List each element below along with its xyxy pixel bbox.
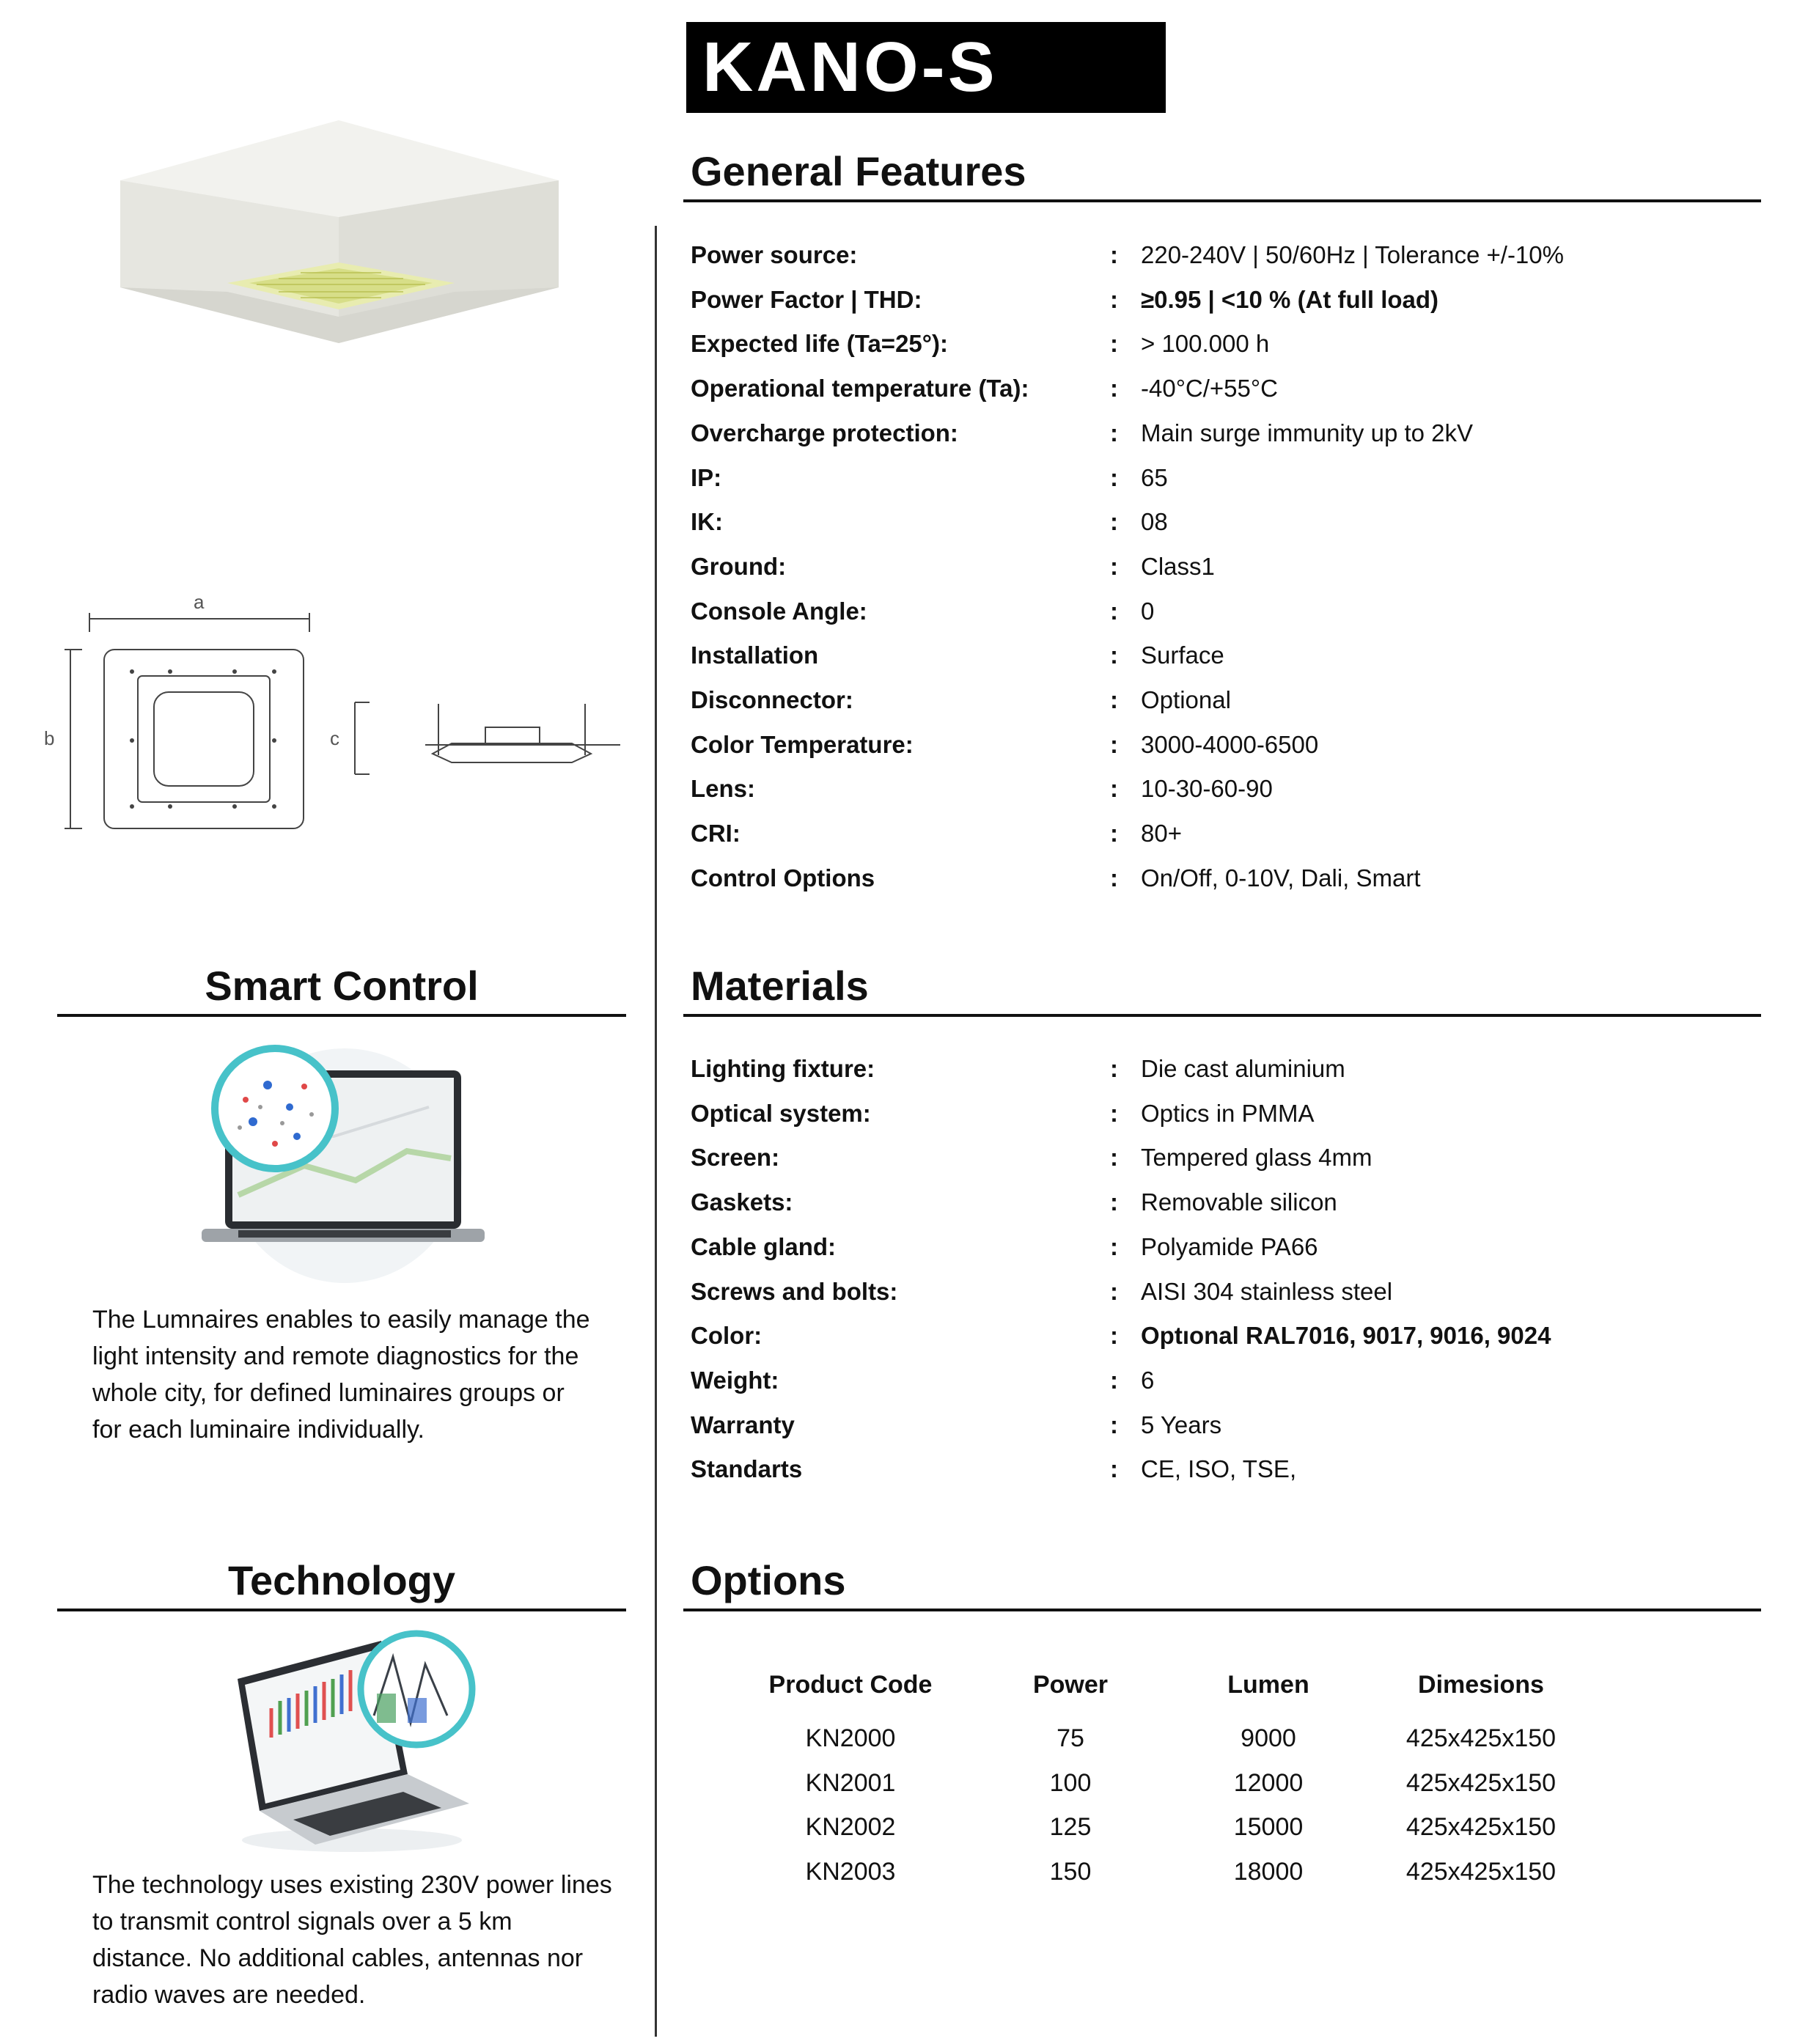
product-photo xyxy=(110,117,572,352)
options-cell-dimensions: 425x425x150 xyxy=(1405,1858,1557,1886)
options-heading: Options xyxy=(691,1557,846,1603)
general-feature-label: Expected life (Ta=25°): xyxy=(691,330,948,358)
general-feature-row xyxy=(691,812,1776,856)
options-cell-product-code: KN2001 xyxy=(805,1768,896,1797)
technology-heading: Technology xyxy=(227,1557,456,1603)
smart-control-laptop-illustration xyxy=(187,1041,495,1283)
material-colon: : xyxy=(1110,1277,1118,1305)
general-feature-value: > 100.000 h xyxy=(1141,330,1270,358)
general-feature-label: Disconnector: xyxy=(691,686,853,713)
material-value: 6 xyxy=(1141,1366,1155,1394)
options-col-product-code: Product Code xyxy=(768,1671,933,1699)
material-row xyxy=(691,1270,1776,1314)
general-feature-value: Main surge immunity up to 2kV xyxy=(1141,419,1474,446)
smart-control-line: for each luminaire individually. xyxy=(92,1416,425,1444)
general-feature-row xyxy=(691,545,1776,589)
material-colon: : xyxy=(1110,1232,1118,1260)
options-cell-power: 150 xyxy=(1049,1858,1092,1886)
options-cell-dimensions: 425x425x150 xyxy=(1405,1813,1557,1842)
general-feature-colon: : xyxy=(1110,864,1118,892)
general-feature-value: -40°C/+55°C xyxy=(1141,375,1278,402)
options-col-lumen: Lumen xyxy=(1227,1671,1309,1699)
general-feature-colon: : xyxy=(1110,375,1118,402)
material-value: Die cast aluminium xyxy=(1141,1055,1345,1082)
general-feature-label: Color Temperature: xyxy=(691,730,914,758)
general-feature-colon: : xyxy=(1110,552,1118,580)
general-feature-colon: : xyxy=(1110,775,1118,803)
material-row xyxy=(691,1447,1776,1491)
general-feature-colon: : xyxy=(1110,285,1118,313)
material-colon: : xyxy=(1110,1055,1118,1082)
general-feature-label: Overcharge protection: xyxy=(691,419,958,446)
material-label: Lighting fixture: xyxy=(691,1055,875,1082)
general-feature-row xyxy=(691,767,1776,811)
material-value: AISI 304 stainless steel xyxy=(1141,1277,1393,1305)
technology-line: to transmit control signals over a 5 km xyxy=(92,1908,512,1935)
general-feature-label: Operational temperature (Ta): xyxy=(691,375,1029,402)
material-value: Tempered glass 4mm xyxy=(1141,1144,1372,1172)
options-cell-product-code: KN2003 xyxy=(805,1858,896,1886)
general-feature-row xyxy=(691,322,1776,366)
material-row xyxy=(691,1092,1776,1136)
material-row xyxy=(691,1403,1776,1447)
options-cell-dimensions: 425x425x150 xyxy=(1405,1724,1557,1752)
options-cell-product-code: KN2000 xyxy=(805,1724,896,1752)
material-colon: : xyxy=(1110,1455,1118,1483)
general-feature-value: Surface xyxy=(1141,641,1224,669)
technology-laptop-illustration xyxy=(227,1628,491,1862)
column-divider xyxy=(655,226,657,2037)
general-feature-row xyxy=(691,367,1776,411)
dimension-label-c: c xyxy=(330,727,339,749)
material-label: Cable gland: xyxy=(691,1232,837,1260)
technology-description xyxy=(92,1867,635,2013)
material-colon: : xyxy=(1110,1188,1118,1216)
smart-control-line: light intensity and remote diagnostics for the xyxy=(92,1342,579,1370)
smart-control-description xyxy=(92,1301,635,1448)
material-label: Gaskets: xyxy=(691,1188,793,1216)
smart-control-line: whole city, for defined luminaires groups or xyxy=(92,1379,565,1407)
general-feature-label: IK: xyxy=(691,508,723,536)
material-label: Screws and bolts: xyxy=(691,1277,898,1305)
dimension-label-a: a xyxy=(194,591,205,613)
general-features-heading: General Features xyxy=(691,148,1026,194)
options-cell-power: 100 xyxy=(1049,1768,1092,1797)
options-col-power: Power xyxy=(1032,1671,1109,1699)
general-feature-row xyxy=(691,278,1776,322)
dimension-drawing xyxy=(37,587,638,850)
options-cell-lumen: 15000 xyxy=(1233,1813,1304,1842)
general-feature-colon: : xyxy=(1110,508,1118,536)
general-feature-label: CRI: xyxy=(691,820,741,848)
general-feature-label: Ground: xyxy=(691,552,787,580)
general-feature-value: 65 xyxy=(1141,463,1168,491)
options-cell-power: 75 xyxy=(1057,1724,1084,1752)
general-feature-label: Power Factor | THD: xyxy=(691,285,922,313)
material-label: Warranty xyxy=(691,1411,795,1438)
materials-heading: Materials xyxy=(691,963,869,1009)
material-label: Color: xyxy=(691,1322,762,1350)
general-feature-value: 220-240V | 50/60Hz | Tolerance +/-10% xyxy=(1141,241,1564,268)
general-feature-row xyxy=(691,456,1776,500)
general-feature-colon: : xyxy=(1110,641,1118,669)
general-feature-value: Class1 xyxy=(1141,552,1215,580)
material-colon: : xyxy=(1110,1144,1118,1172)
material-row xyxy=(691,1359,1776,1403)
materials-rule xyxy=(683,1014,1761,1017)
smart-control-line: The Lumnaires enables to easily manage the xyxy=(92,1306,590,1334)
material-colon: : xyxy=(1110,1366,1118,1394)
dimension-label-b: b xyxy=(44,727,55,749)
material-value: Optıonal RAL7016, 9017, 9016, 9024 xyxy=(1141,1322,1551,1350)
general-feature-colon: : xyxy=(1110,597,1118,625)
options-cell-product-code: KN2002 xyxy=(805,1813,896,1842)
material-row xyxy=(691,1136,1776,1180)
technology-line: The technology uses existing 230V power lines xyxy=(92,1871,612,1899)
material-colon: : xyxy=(1110,1411,1118,1438)
options-cell-lumen: 9000 xyxy=(1241,1724,1296,1752)
technology-line: distance. No additional cables, antennas nor xyxy=(92,1944,584,1972)
general-feature-value: 80+ xyxy=(1141,820,1182,848)
product-title: KANO-S xyxy=(702,28,998,106)
technology-line: radio waves are needed. xyxy=(92,1981,366,2009)
material-value: Optics in PMMA xyxy=(1141,1099,1315,1127)
general-feature-value: On/Off, 0-10V, Dali, Smart xyxy=(1141,864,1421,892)
general-feature-colon: : xyxy=(1110,820,1118,848)
general-feature-row xyxy=(691,589,1776,633)
technology-rule xyxy=(57,1609,626,1611)
general-feature-colon: : xyxy=(1110,463,1118,491)
general-feature-label: Installation xyxy=(691,641,819,669)
general-feature-colon: : xyxy=(1110,419,1118,446)
material-value: Polyamide PA66 xyxy=(1141,1232,1318,1260)
general-feature-colon: : xyxy=(1110,686,1118,713)
general-features-rule xyxy=(683,199,1761,202)
general-feature-value: 0 xyxy=(1141,597,1155,625)
general-feature-row xyxy=(691,411,1776,455)
general-feature-row xyxy=(691,856,1776,900)
material-label: Weight: xyxy=(691,1366,779,1394)
general-feature-label: Control Options xyxy=(691,864,875,892)
smart-control-rule xyxy=(57,1014,626,1017)
material-value: 5 Years xyxy=(1141,1411,1222,1438)
general-feature-label: IP: xyxy=(691,463,722,491)
product-title-box xyxy=(686,22,1166,113)
options-cell-lumen: 12000 xyxy=(1233,1768,1304,1797)
general-feature-label: Lens: xyxy=(691,775,756,803)
material-colon: : xyxy=(1110,1099,1118,1127)
general-feature-value: ≥0.95 | <10 % (At full load) xyxy=(1141,285,1439,313)
options-col-dimensions: Dimesions xyxy=(1418,1671,1544,1699)
material-label: Standarts xyxy=(691,1455,803,1483)
material-row xyxy=(691,1180,1776,1224)
general-feature-row xyxy=(691,723,1776,767)
general-feature-value: Optional xyxy=(1141,686,1231,713)
general-feature-value: 10-30-60-90 xyxy=(1141,775,1273,803)
general-feature-value: 08 xyxy=(1141,508,1168,536)
general-feature-row xyxy=(691,500,1776,544)
general-feature-colon: : xyxy=(1110,330,1118,358)
general-feature-label: Power source: xyxy=(691,241,858,268)
options-rule xyxy=(683,1609,1761,1611)
smart-control-heading: Smart Control xyxy=(205,963,479,1009)
general-feature-value: 3000-4000-6500 xyxy=(1141,730,1319,758)
general-feature-row xyxy=(691,678,1776,722)
material-label: Screen: xyxy=(691,1144,780,1172)
material-value: CE, ISO, TSE, xyxy=(1141,1455,1297,1483)
material-label: Optical system: xyxy=(691,1099,871,1127)
general-feature-row xyxy=(691,633,1776,677)
options-cell-dimensions: 425x425x150 xyxy=(1405,1768,1557,1797)
material-row xyxy=(691,1314,1776,1358)
general-feature-colon: : xyxy=(1110,730,1118,758)
material-value: Removable silicon xyxy=(1141,1188,1337,1216)
general-feature-colon: : xyxy=(1110,241,1118,268)
general-feature-row xyxy=(691,233,1776,277)
material-row xyxy=(691,1225,1776,1269)
general-feature-label: Console Angle: xyxy=(691,597,867,625)
options-cell-power: 125 xyxy=(1049,1813,1092,1842)
options-cell-lumen: 18000 xyxy=(1233,1858,1304,1886)
material-colon: : xyxy=(1110,1322,1118,1350)
material-row xyxy=(691,1047,1776,1091)
